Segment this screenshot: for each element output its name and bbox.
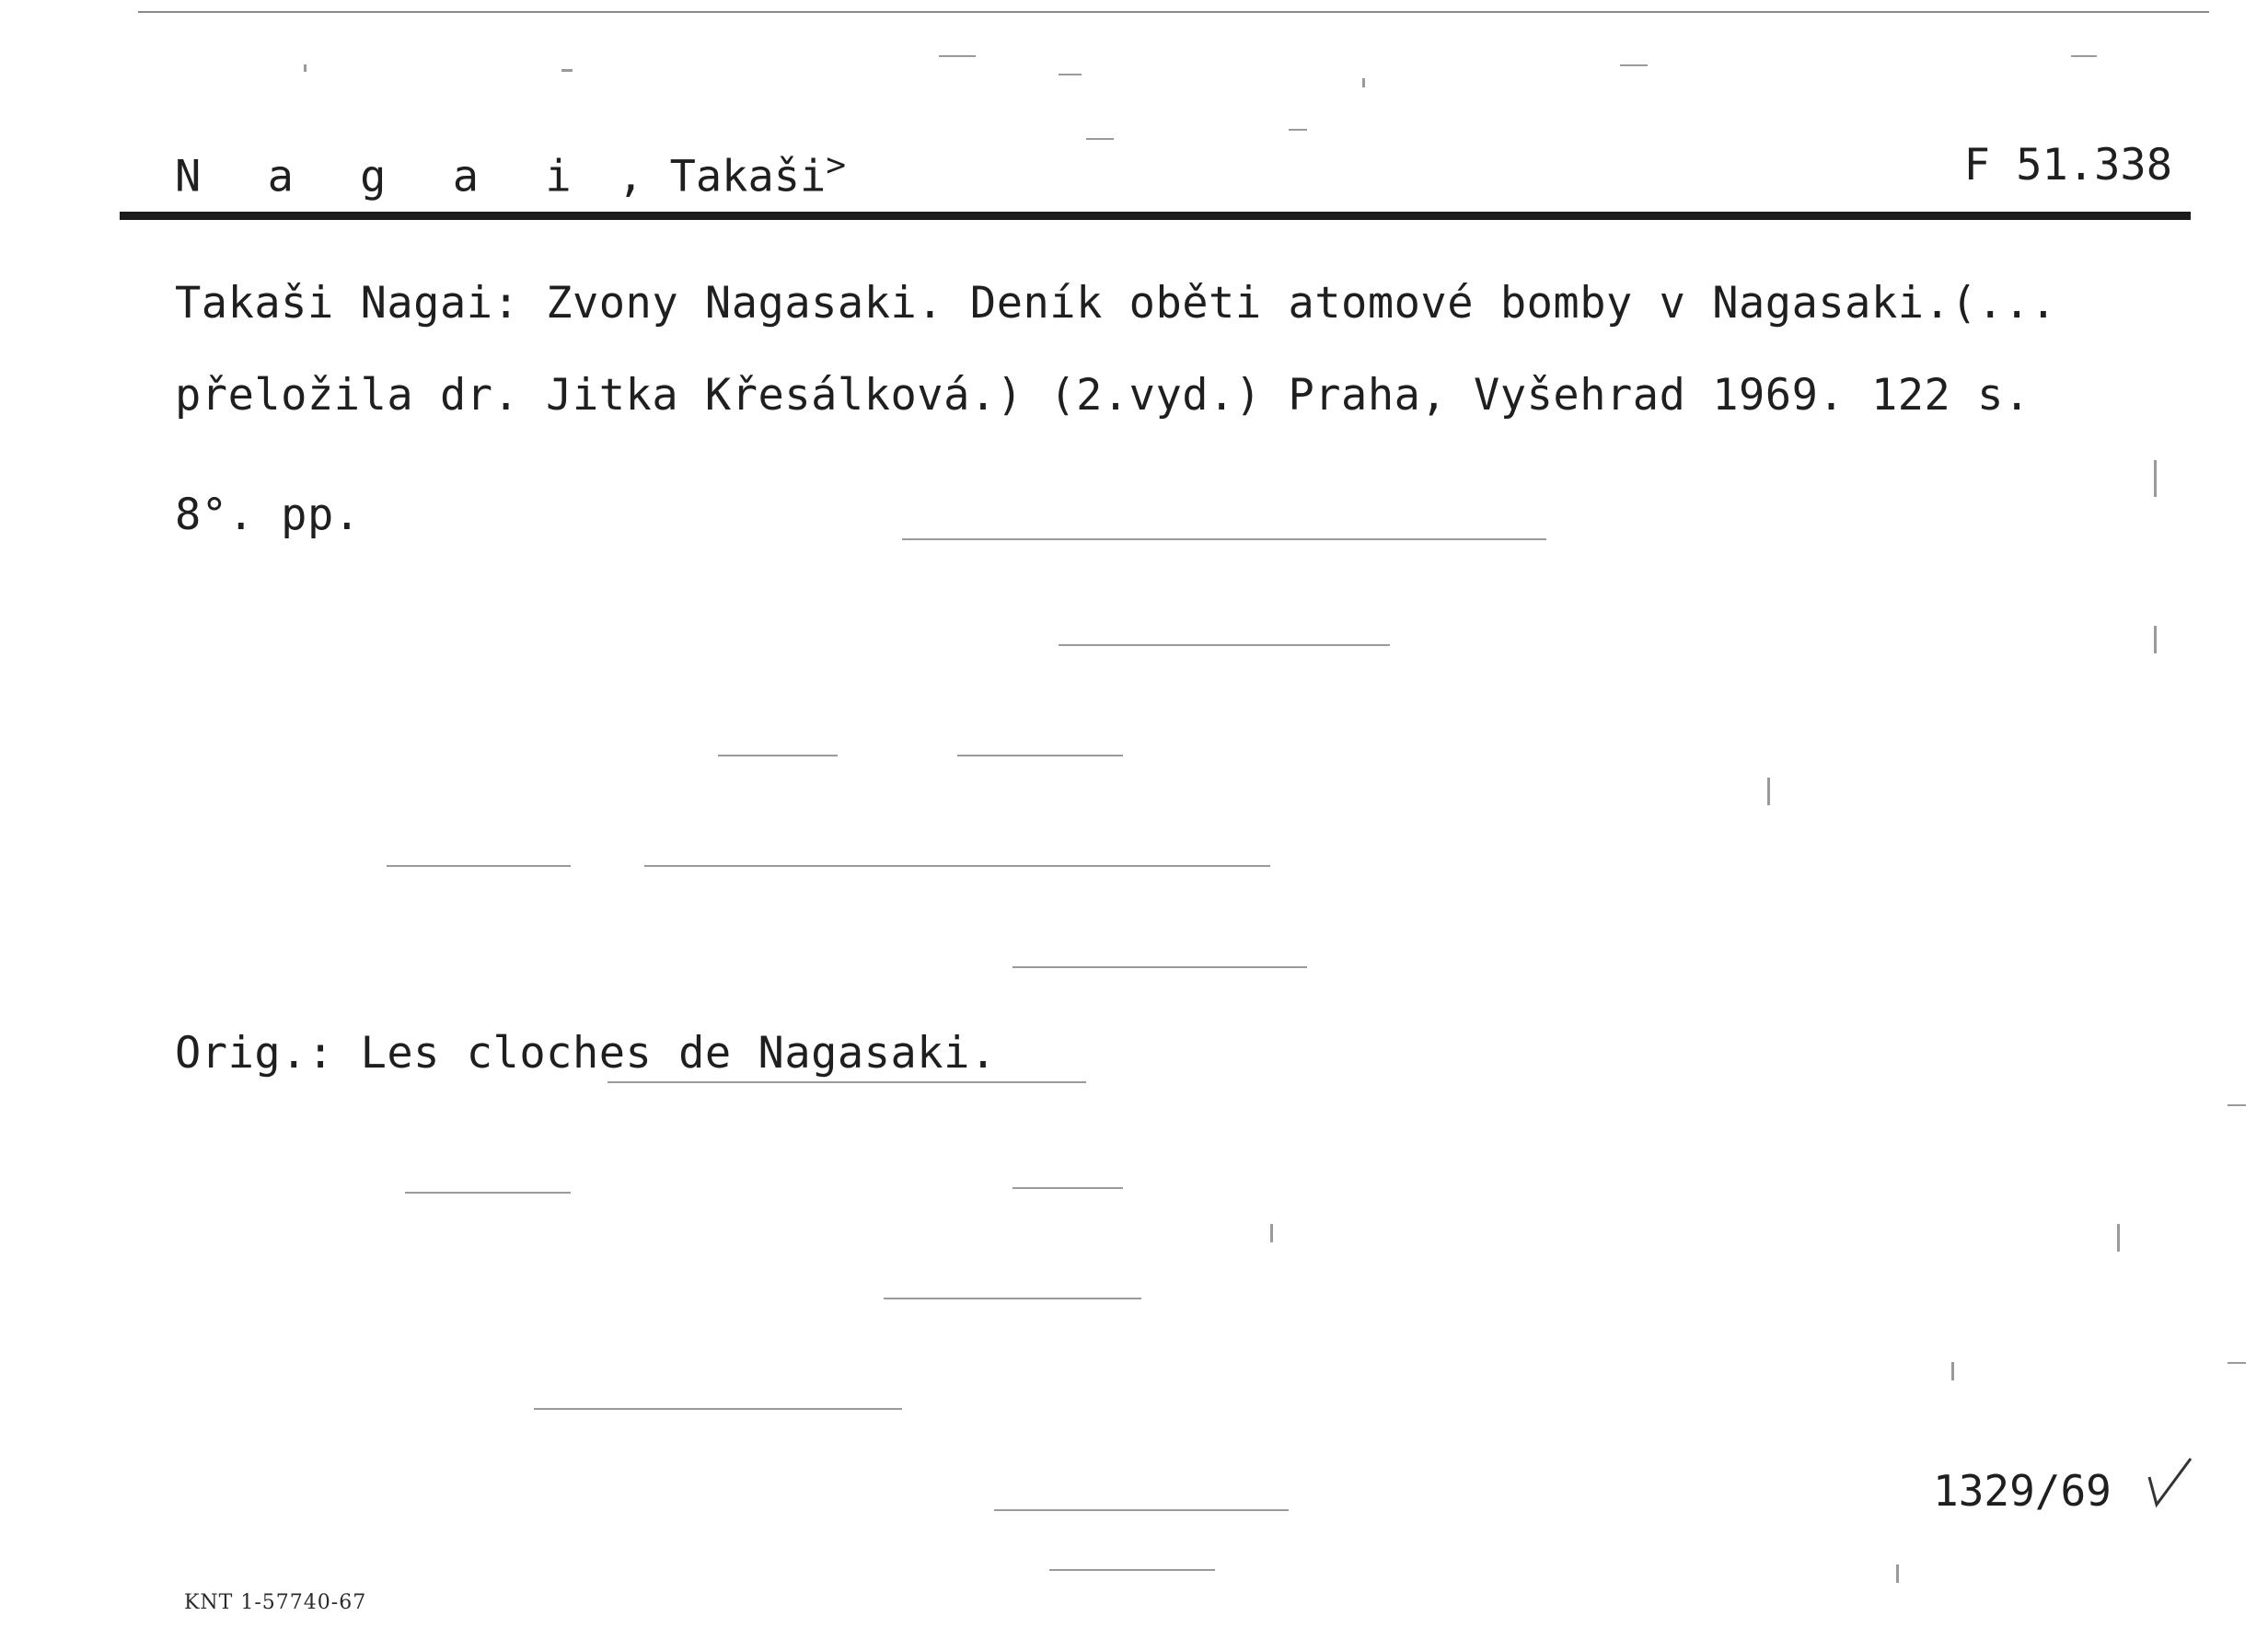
printer-imprint: KNT 1-57740-67 [184,1591,367,1614]
check-mark-icon [2140,1449,2195,1514]
call-number: F 51.338 [1963,140,2172,190]
author-surname: N a g a i [175,151,592,202]
heading-row [175,138,2172,202]
author-separator: , [591,151,670,202]
author-heading [175,138,846,205]
entry-line-1: Takaši Nagai: Zvony Nagasaki. Deník oběti atomové bomby v Nagasaki.(... [175,278,2057,329]
author-mark: > [826,146,847,184]
top-edge-rule [138,11,2209,13]
heading-rule [120,212,2191,220]
entry-line-3: 8°. pp. [175,490,361,540]
author-given-name: Takaši [669,151,827,202]
entry-line-2: přeložila dr. Jitka Křesálková.) (2.vyd.) Praha, Vyšehrad 1969. 122 s. [175,370,2031,421]
accession-number: 1329/69 [1933,1466,2112,1516]
original-title: Orig.: Les cloches de Nagasaki. [175,1028,997,1079]
